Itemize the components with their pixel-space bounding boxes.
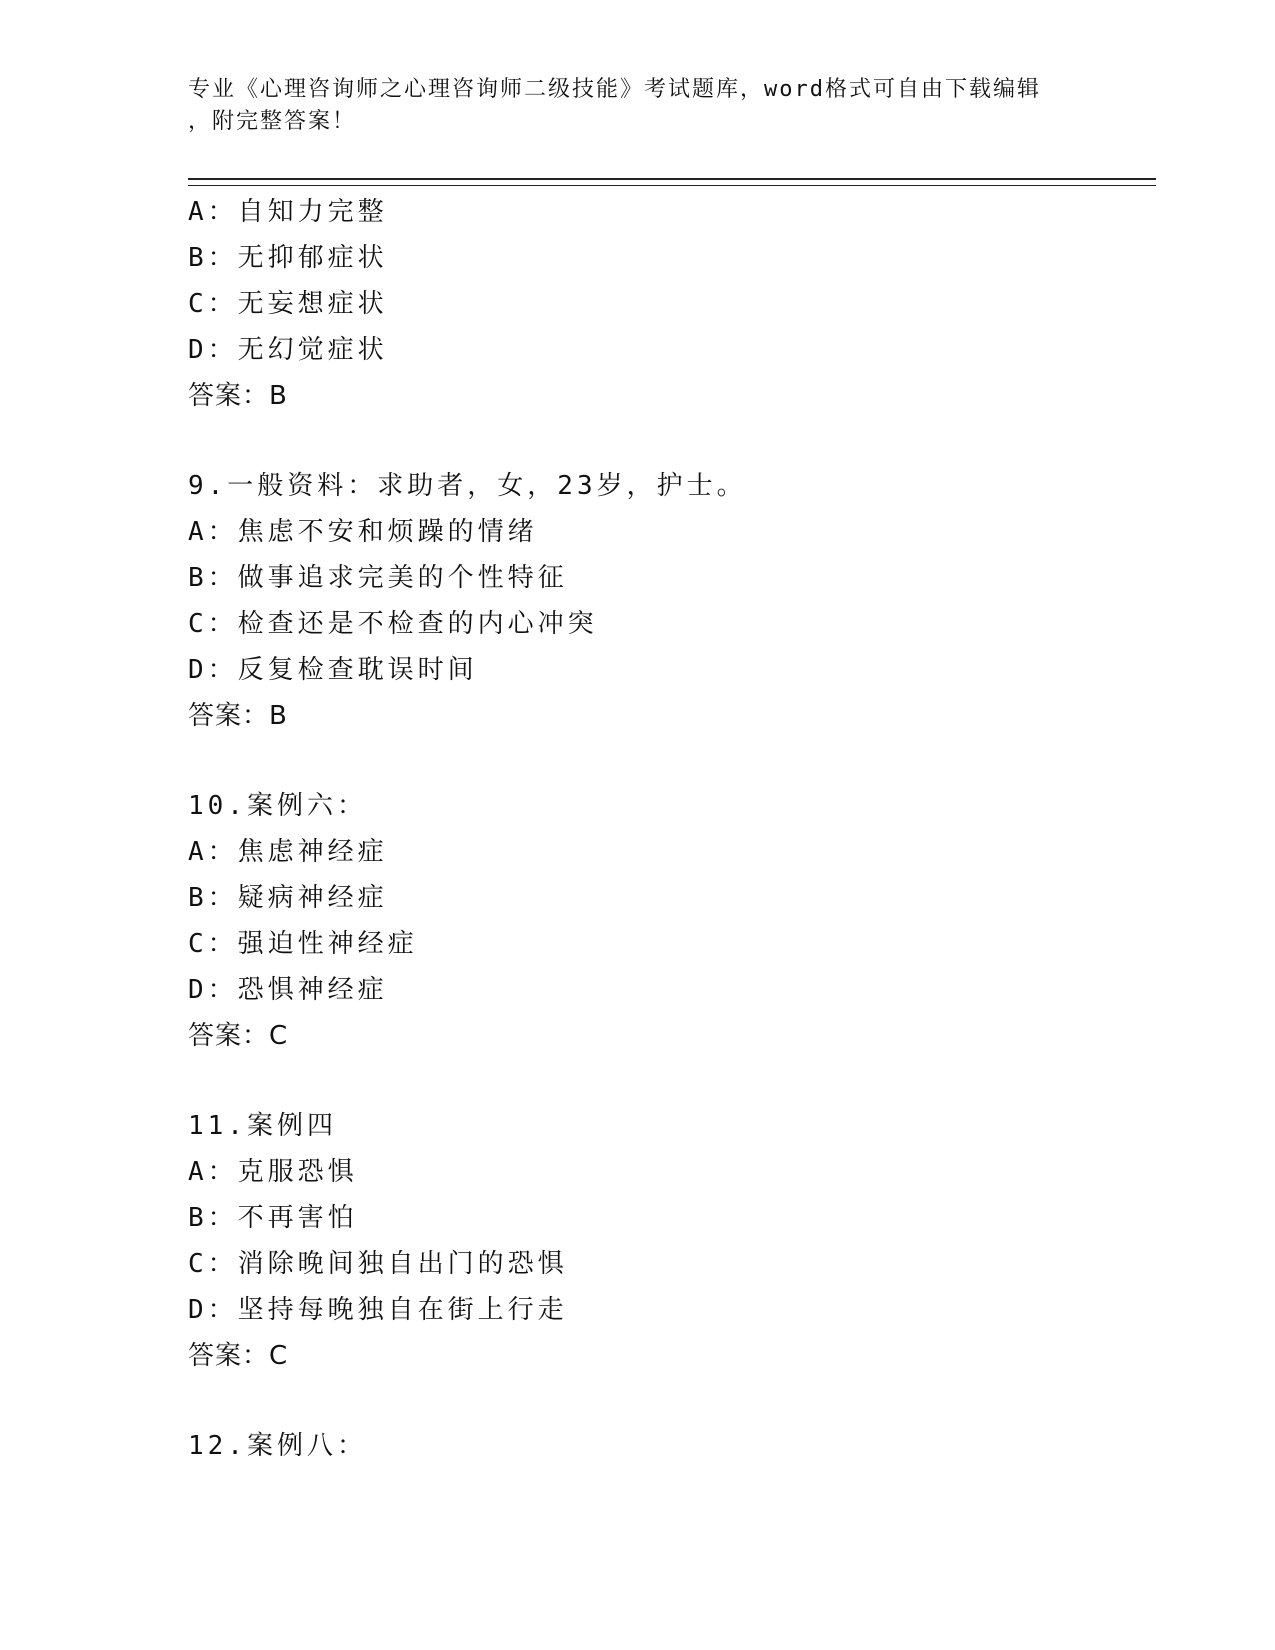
option-d: D：反复检查耽误时间 [188,655,478,685]
answer-label: 答案：B [188,381,288,411]
question-block [188,1103,1148,1379]
document-header [188,74,1068,138]
option-a: A：克服恐惧 [188,1157,358,1187]
option-c: C：强迫性神经症 [188,929,418,959]
question-title: 12.案例八： [188,1431,367,1461]
option-c: C：消除晚间独自出门的恐惧 [188,1249,568,1279]
answer-label: 答案：C [188,1021,289,1051]
option-d: D：坚持每晚独自在街上行走 [188,1295,568,1325]
option-a: A：焦虑不安和烦躁的情绪 [188,517,538,547]
answer-label: 答案：C [188,1341,289,1371]
option-c: C：无妄想症状 [188,289,388,319]
option-c: C：检查还是不检查的内心冲突 [188,609,598,639]
option-b: B：做事追求完美的个性特征 [188,563,568,593]
header-line-1: 专业《心理咨询师之心理咨询师二级技能》考试题库，word格式可自由下载编辑 [188,77,1041,102]
question-block [188,783,1148,1059]
header-divider [188,178,1156,186]
question-title: 9.一般资料：求助者，女，23岁，护士。 [188,471,747,501]
question-title: 10.案例六： [188,791,367,821]
question-block [188,1423,1148,1469]
answer-label: 答案：B [188,701,288,731]
option-b: B：不再害怕 [188,1203,358,1233]
option-d: D：无幻觉症状 [188,335,388,365]
header-line-2: ，附完整答案！ [188,109,357,134]
option-b: B：疑病神经症 [188,883,388,913]
option-a: A：自知力完整 [188,197,388,227]
question-title: 11.案例四 [188,1111,337,1141]
question-block [188,189,1148,419]
option-b: B：无抑郁症状 [188,243,388,273]
question-list [188,189,1148,1469]
question-block [188,463,1148,739]
option-d: D：恐惧神经症 [188,975,388,1005]
option-a: A：焦虑神经症 [188,837,388,867]
